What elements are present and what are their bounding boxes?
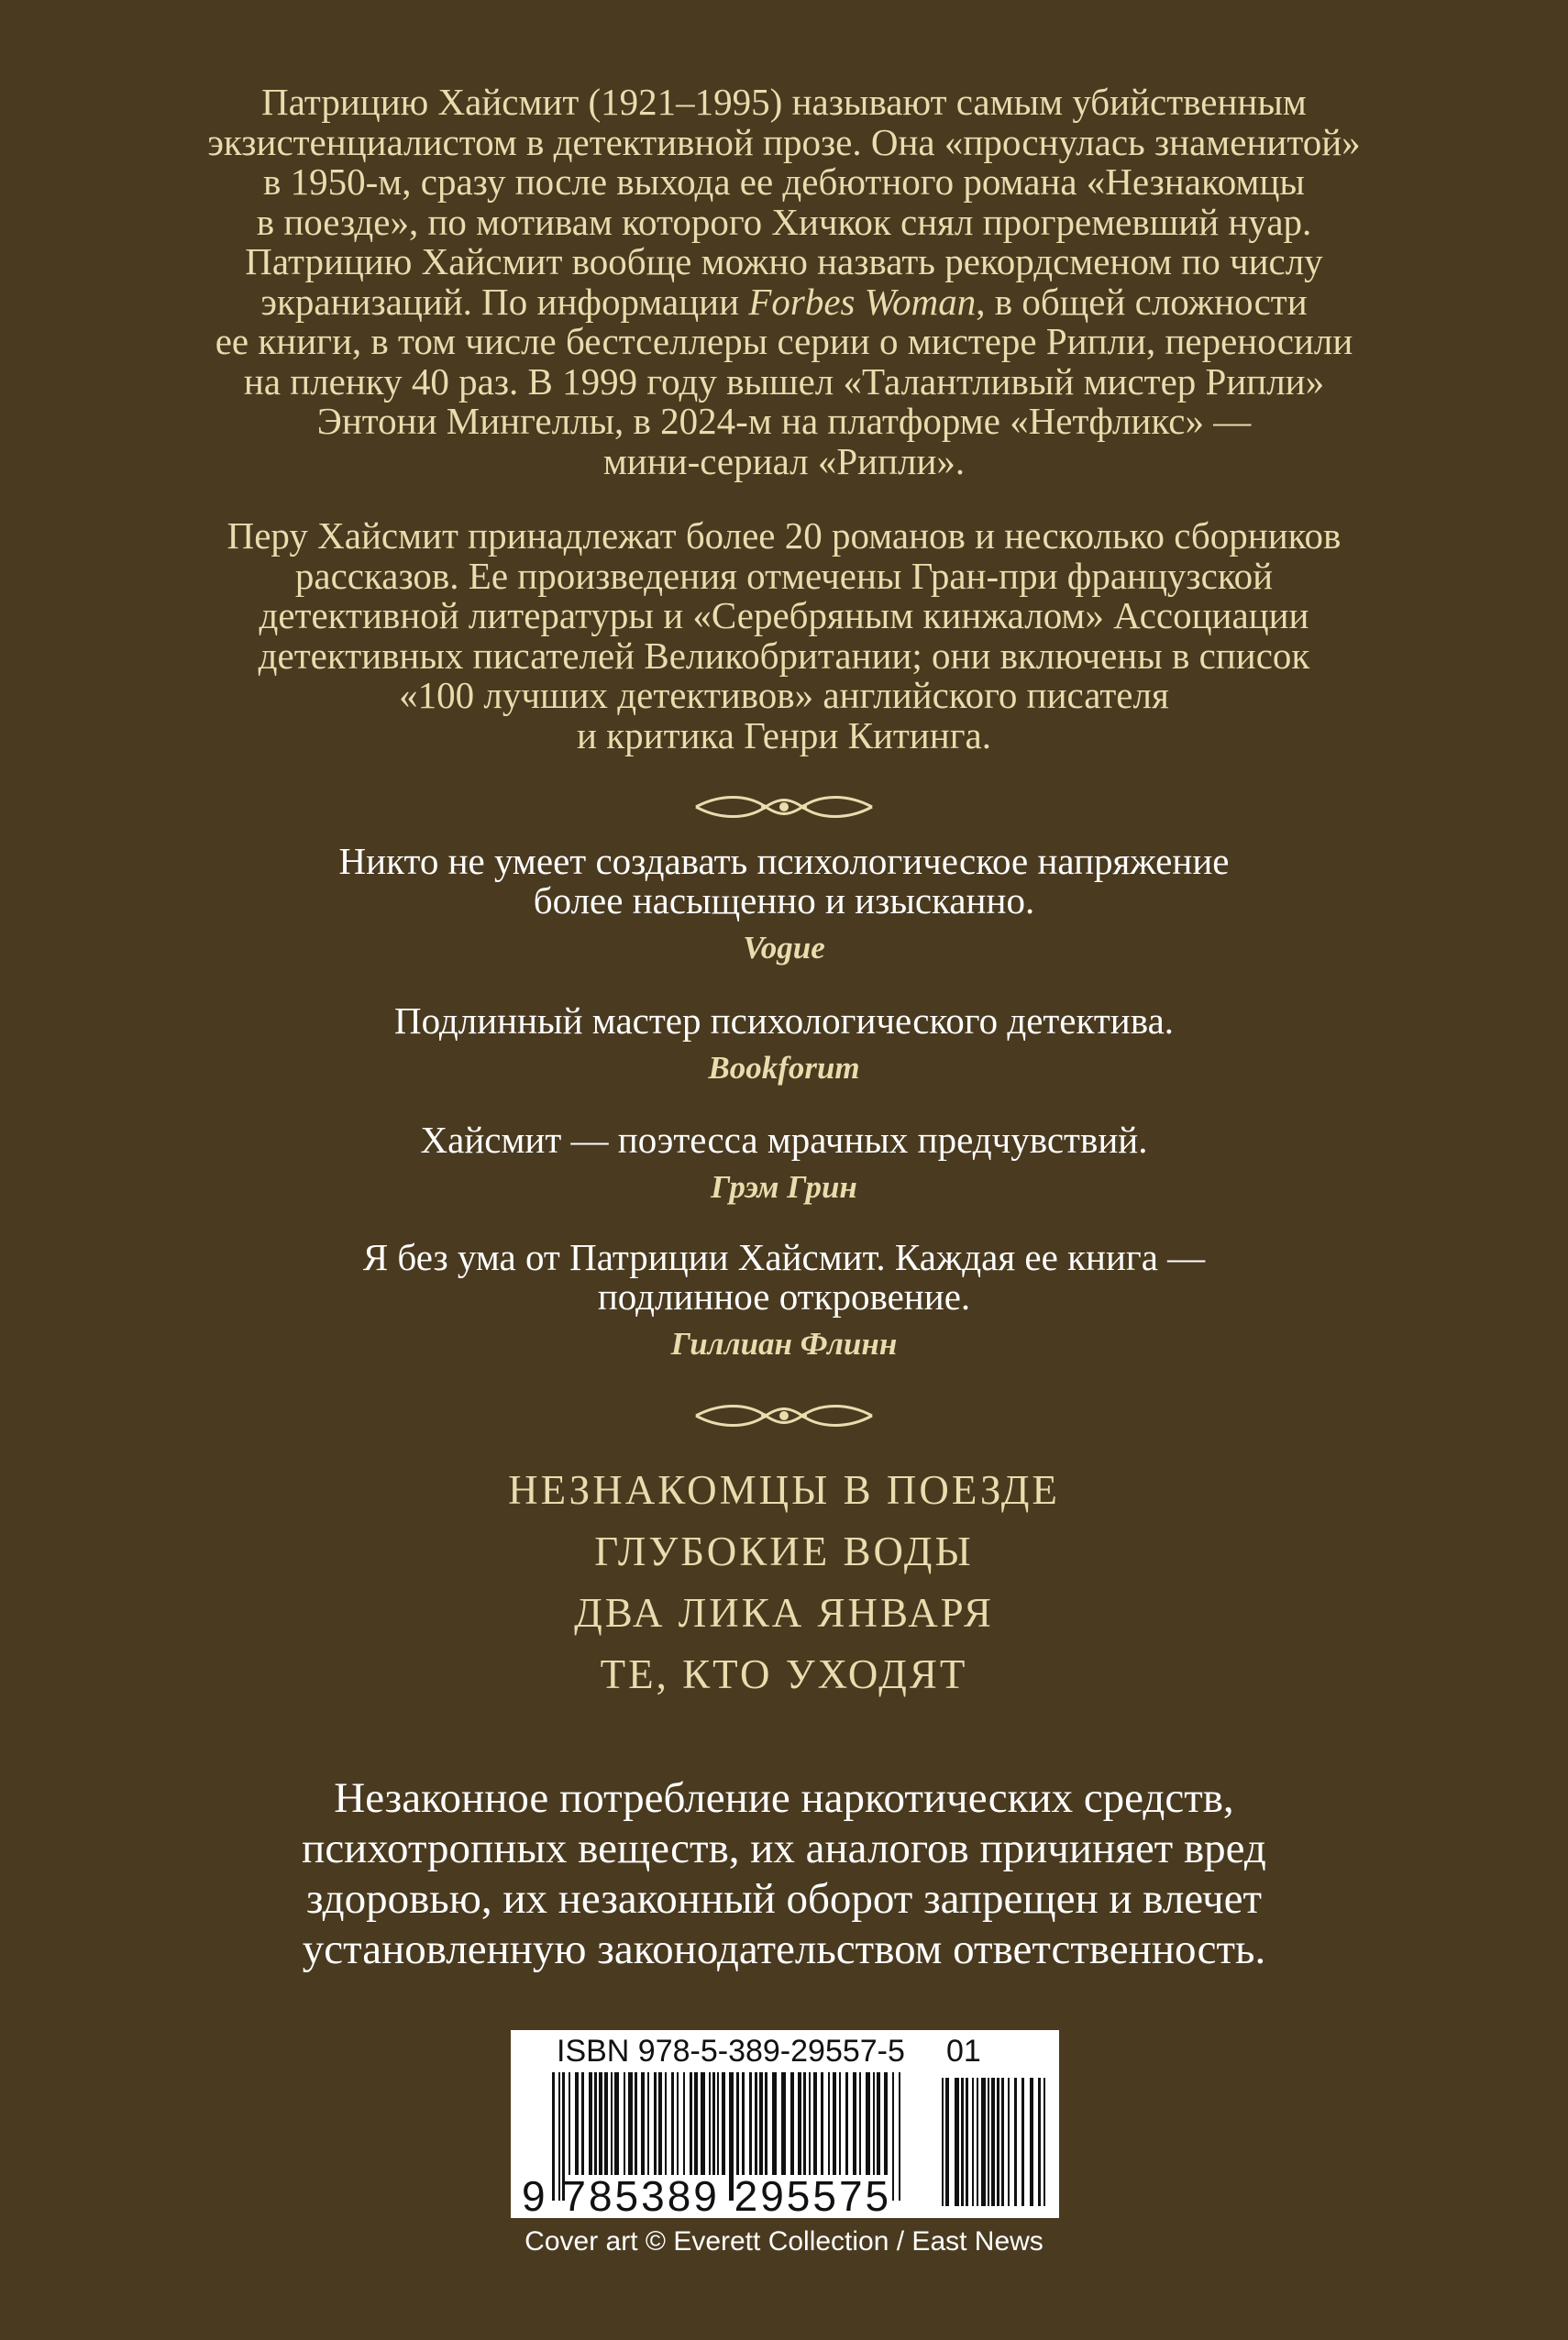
review-quote	[128, 842, 1440, 966]
quote-author: Bookforum	[708, 1050, 860, 1086]
flourish-ornament-icon	[692, 1396, 876, 1436]
barcode-bar	[690, 2072, 692, 2175]
barcode-bar	[997, 2078, 999, 2206]
barcode-bar	[961, 2078, 964, 2206]
quote-text: Я без ума от Патриции Хайсмит. Каждая ее книга —	[362, 1236, 1206, 1278]
barcode-bar	[742, 2072, 745, 2175]
barcode-bar	[722, 2072, 725, 2175]
barcode-bar	[972, 2078, 974, 2206]
barcode-bar	[736, 2072, 739, 2175]
review-quote	[128, 1238, 1440, 1363]
bio-line: и критика Генри Китинга.	[577, 713, 991, 756]
barcode-bar	[581, 2072, 584, 2175]
warning-line: Незаконное потребление наркотических средств,	[334, 1774, 1234, 1822]
barcode-bar	[955, 2078, 959, 2206]
barcode-bar	[628, 2072, 633, 2175]
series-title: НЕЗНАКОМЦЫ В ПОЕЗДЕ	[508, 1467, 1060, 1513]
barcode-bar	[647, 2072, 649, 2175]
bio-line: в 1950-м, сразу после выхода ее дебютного романа «Незнакомцы	[263, 160, 1305, 203]
barcode-bar	[884, 2072, 888, 2175]
bio-line: экзистенциалистом в детективной прозе. Она «проснулась знаменитой»	[207, 120, 1361, 163]
addon-code: 01	[946, 2034, 981, 2069]
bio-line: ее книги, в том числе бестселлеры серии о мистере Рипли, переносили	[215, 320, 1353, 362]
barcode-bar	[569, 2072, 570, 2175]
bio-line: Энтони Мингеллы, в 2024-м на платформе «Нетфликс» —	[316, 400, 1252, 442]
barcode-bar	[677, 2072, 679, 2175]
isbn-label: ISBN 978-5-389-29557-5	[557, 2034, 905, 2069]
review-quote	[128, 1120, 1440, 1206]
barcode-bar	[1021, 2078, 1024, 2206]
barcode-bar	[701, 2072, 705, 2175]
barcode-bar	[803, 2072, 806, 2175]
barcode-bar	[892, 2072, 894, 2201]
legal-warning	[128, 1773, 1440, 1975]
barcode-bar	[942, 2078, 944, 2206]
quote-text: Никто не умеет создавать психологическое напряжение	[338, 840, 1230, 882]
barcode-bar	[877, 2072, 880, 2175]
bio-line: детективных писателей Великобритании; они включены в список	[258, 634, 1310, 677]
barcode-bar	[614, 2072, 619, 2175]
barcode-bar	[755, 2072, 757, 2175]
bio-line: рассказов. Ее произведения отмечены Гран-при французской	[294, 554, 1274, 597]
barcode-bar	[589, 2072, 592, 2175]
barcode-bar	[749, 2072, 752, 2175]
barcode-bar	[635, 2072, 637, 2175]
barcode-bar	[813, 2072, 817, 2175]
quote-author: Vogue	[743, 930, 825, 966]
barcode-bar	[1008, 2078, 1010, 2206]
barcode-bar	[866, 2072, 870, 2175]
barcode-bar	[828, 2072, 830, 2175]
bio-line: в поезде», по мотивам которого Хичкок снял прогремевший нуар.	[256, 200, 1312, 243]
bio-line: мини-сериал «Рипли».	[602, 439, 966, 482]
barcode-bar	[712, 2072, 715, 2175]
barcode-bar	[853, 2072, 856, 2175]
barcode-bar	[599, 2072, 602, 2175]
barcode-bar	[694, 2072, 698, 2175]
series-title: ДВА ЛИКА ЯНВАРЯ	[574, 1590, 994, 1636]
review-quote	[128, 1001, 1440, 1087]
author-bio-paragraph-2	[128, 516, 1440, 756]
ean-digits: 9 785389 295575	[522, 2172, 892, 2220]
barcode-bar	[981, 2078, 986, 2206]
quote-text: более насыщенно и изысканно.	[533, 879, 1035, 922]
bio-source-name: Forbes Woman	[748, 280, 977, 323]
barcode-bar	[977, 2078, 978, 2206]
bio-line: Патрицию Хайсмит (1921–1995) называют самым убийственным	[261, 81, 1307, 123]
bio-text: , в общей сложности	[976, 280, 1308, 323]
barcode-bar	[821, 2072, 823, 2175]
barcode-bar	[1030, 2078, 1033, 2206]
barcode-bar	[790, 2072, 794, 2175]
series-title: ГЛУБОКИЕ ВОДЫ	[594, 1529, 974, 1574]
barcode-bar	[809, 2072, 811, 2175]
quote-text: Подлинный мастер психологического детектива.	[393, 999, 1175, 1042]
barcode-bar	[945, 2078, 949, 2206]
barcode-bar	[759, 2072, 763, 2175]
bio-line: Перу Хайсмит принадлежат более 20 романов и несколько сборников	[226, 514, 1342, 557]
barcode-bar	[765, 2072, 767, 2175]
barcode-bar	[683, 2072, 685, 2175]
barcode-bar	[899, 2072, 900, 2201]
barcode-bar	[624, 2072, 625, 2175]
barcode-bar	[991, 2078, 995, 2206]
barcode-bar	[575, 2072, 579, 2175]
barcode-bar	[988, 2078, 989, 2206]
barcode-bar	[1038, 2078, 1041, 2206]
barcode-bar	[1001, 2078, 1004, 2206]
barcode-bar	[833, 2072, 836, 2175]
quote-author: Гиллиан Флинн	[670, 1326, 898, 1362]
barcode-bar	[798, 2072, 801, 2175]
bio-line: на пленку 40 раз. В 1999 году вышел «Талантливый мистер Рипли»	[243, 359, 1325, 403]
flourish-ornament-icon	[692, 787, 876, 827]
barcode-bar	[781, 2072, 786, 2175]
isbn-barcode	[511, 2030, 1059, 2218]
warning-line: установленную законодательством ответственность.	[302, 1926, 1266, 1973]
barcode-bar	[611, 2072, 613, 2175]
warning-line: здоровью, их незаконный оборот запрещен и влечет	[305, 1875, 1263, 1923]
barcode-bar	[717, 2072, 719, 2175]
barcode-bar	[665, 2072, 667, 2175]
series-titles	[128, 1460, 1440, 1705]
barcode-bar	[658, 2072, 662, 2175]
quote-text: подлинное откровение.	[597, 1275, 971, 1318]
barcode-bar	[1014, 2078, 1017, 2206]
barcode-bar	[845, 2072, 848, 2175]
series-title: ТЕ, КТО УХОДЯТ	[600, 1651, 968, 1697]
barcode-bar	[654, 2072, 657, 2175]
barcode-bar	[604, 2072, 608, 2175]
bio-line	[128, 282, 1440, 323]
quote-author: Грэм Грин	[711, 1169, 857, 1205]
author-bio-paragraph-1	[128, 83, 1440, 481]
bio-line: детективной литературы и «Серебряным кинжалом» Ассоциации	[259, 594, 1309, 636]
barcode-bar	[709, 2072, 711, 2175]
bio-line: «100 лучших детективов» английского писателя	[399, 674, 1169, 716]
barcode-bar	[641, 2072, 645, 2175]
barcode-bar	[671, 2072, 674, 2175]
barcode-bar	[594, 2072, 597, 2175]
quote-text: Хайсмит — поэтесса мрачных предчувствий.	[420, 1119, 1148, 1161]
cover-art-credit: Cover art © Everett Collection / East News	[525, 2226, 1043, 2257]
barcode-bar	[859, 2072, 861, 2175]
barcode-bar	[772, 2072, 777, 2175]
bio-text: экранизаций. По информации	[260, 280, 740, 323]
bio-line: Патрицию Хайсмит вообще можно назвать рекордсменом по числу	[245, 240, 1323, 282]
barcode-bar	[966, 2078, 968, 2206]
warning-line: психотропных веществ, их аналогов причиняет вред	[302, 1825, 1266, 1872]
barcode-bar	[839, 2072, 841, 2175]
barcode-bar	[873, 2072, 875, 2175]
barcode-bar	[1043, 2078, 1045, 2206]
